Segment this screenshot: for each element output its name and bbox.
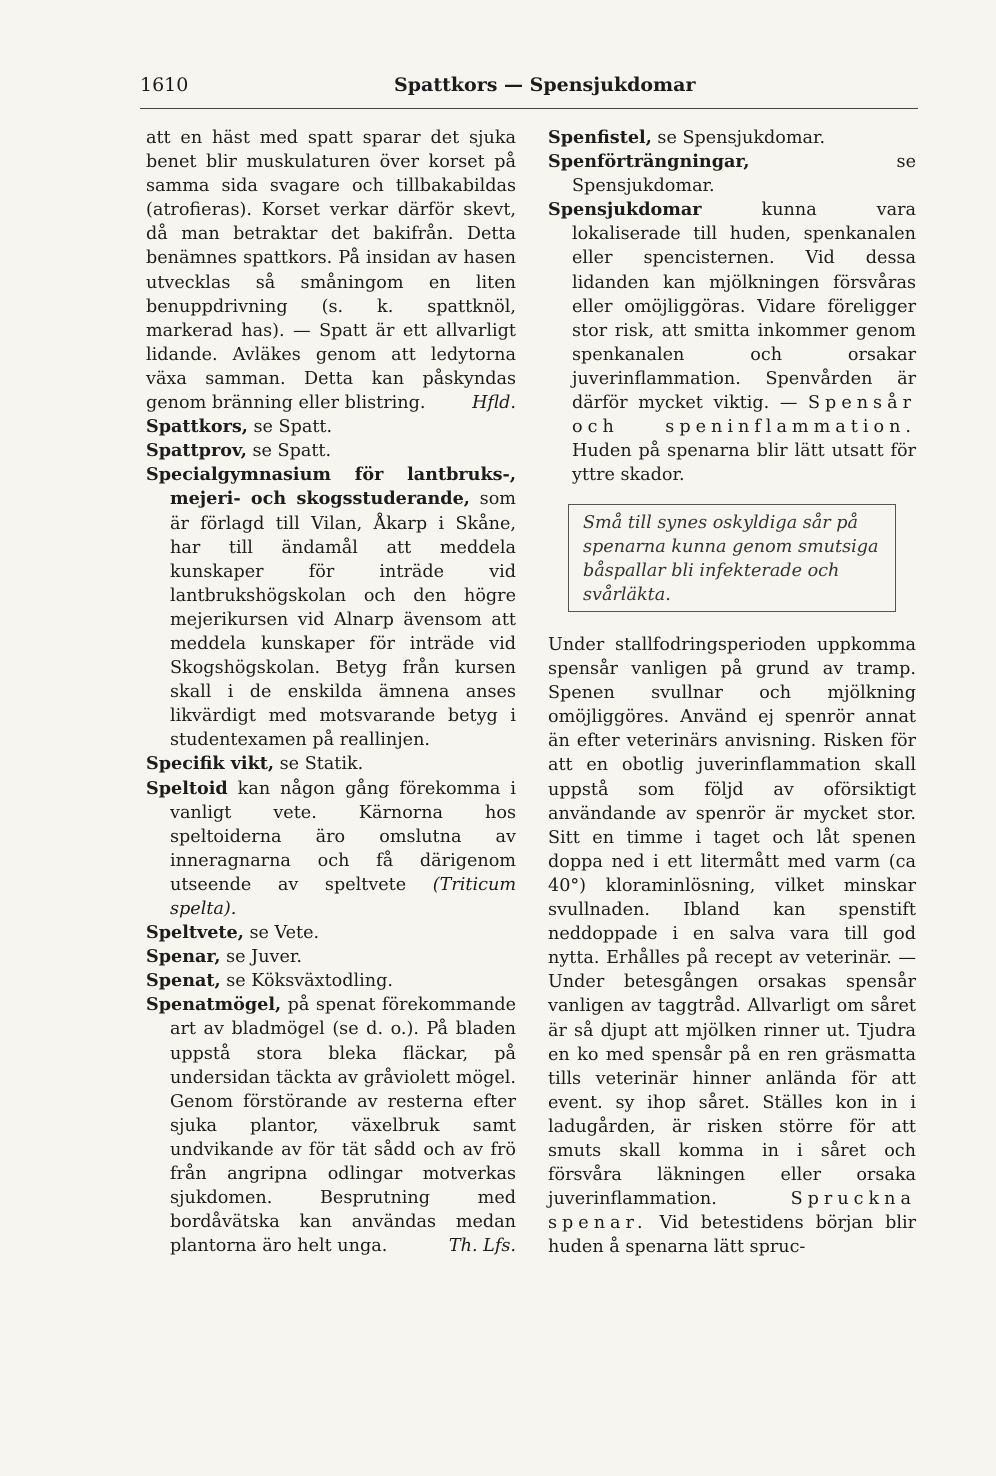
image-caption: Små till synes oskyldiga sår på spenarna kunna genom smutsiga båspallar bli infekterade och svårläkta.	[583, 513, 879, 605]
entry-headword: Specifik vikt,	[146, 753, 275, 775]
entry-headword: Spenförträngningar,	[548, 151, 750, 173]
entry-spenfistel: Spenfistel, se Spensjukdomar.	[548, 127, 826, 148]
signature: Th. Lfs.	[448, 1236, 516, 1257]
entry-headword: Spenar,	[146, 946, 221, 968]
page-number: 1610	[140, 74, 189, 96]
entry-specifik-vikt: Specifik vikt, se Statik.	[146, 753, 364, 775]
left-column	[146, 126, 516, 1258]
entry-spensjukdomar: Spensjukdomar kunna vara lokaliserade till huden, spenkanalen eller spencisternen. Vid dessa lidanden kan mjölkningen försvåras eller omöjliggöras. Vidare föreligger stor risk, att smitta inkommer genom spenkanalen och orsakar juverinflammation. Spenvården är därför mycket viktig. — Spensår och speninflammation. Huden på spenarna blir lätt utsatt för yttre skador.	[548, 199, 916, 486]
entry-headword: Spattprov,	[146, 440, 247, 462]
right-column-lower	[548, 633, 916, 1259]
entry-headword: Spenat,	[146, 970, 221, 992]
right-column	[548, 126, 916, 487]
entry-spattprov: Spattprov, se Spatt.	[146, 440, 332, 462]
entry-headword: Spenfistel,	[548, 127, 652, 148]
entry-headword: Spattkors,	[146, 416, 248, 438]
entry-headword: Spensjukdomar	[548, 199, 702, 221]
entry-headword: Speltvete,	[146, 922, 244, 944]
signature: Hfld.	[472, 393, 516, 414]
entry-speltoid: Speltoid kan någon gång förekomma i vanligt vete. Kärnorna hos speltoiderna äro omslutna av inneragnarna och få därigenom utseende av speltvete (Triticum spelta).	[146, 777, 516, 919]
entry-headword: Speltoid	[146, 777, 228, 799]
entry-speltvete: Speltvete, se Vete.	[146, 922, 320, 944]
entry-headword: Specialgymnasium för lantbruks-, mejeri- och skogsstuderande,	[146, 464, 516, 510]
entry-spenar: Spenar, se Juver.	[146, 946, 302, 968]
image-caption-box	[568, 504, 896, 612]
page-header	[140, 70, 918, 102]
spaced-subheading: Spensår och speninflammation.	[572, 393, 916, 438]
entry-headword: Spenatmögel,	[146, 994, 282, 1016]
header-rule	[140, 108, 918, 109]
entry-spenforträngningar: Spenförträngningar, se Spensjukdomar.	[548, 151, 916, 197]
entry-spenat: Spenat, se Köksväxtodling.	[146, 970, 393, 992]
running-head: Spattkors — Spensjukdomar	[394, 74, 696, 96]
entry-spenatmogel: Spenatmögel, på spenat förekommande art av bladmögel (se d. o.). På bladen uppstå stora bleka fläckar, på undersidan täckta av gråviolett mögel. Genom förstörande av resterna efter sjuka plantor, växelbruk samt undvikande av för tät sådd och av frö från angripna odlingar motverkas sjukdomen. Besprutning med bordåvätska kan användas medan plantorna äro helt unga. Th. Lfs.	[146, 993, 516, 1258]
entry-spattkors: Spattkors, se Spatt.	[146, 416, 333, 438]
entry-spensar-text: Under stallfodringsperioden uppkomma spensår vanligen på grund av tramp. Spenen svullnar och mjölkning omöjliggöres. Använd ej spenrör annat än efter veterinärs anvisning. Risken för att en obotlig juverinflammation skall uppstå som följd av oförsiktigt användande av spenrör är mycket stor. Sitt en timme i taget och låt spenen doppa ned i ett litermått med varm (ca 40°) kloraminlösning, vilket minskar svullnaden. Ibland kan spenstift neddoppade i en salva vara till god nytta. Erhålles på recept av veterinär. — Under betesgången orsakas spensår vanligen av taggtråd. Allvarligt om såret är så djupt att mjölken rinner ut. Tjudra en ko med spensår på en ren gräsmatta tills veterinär hinner anlända för att event. sy ihop såret. Ställes kon in i ladugården, är risken större för att smuts skall komma in i såret och försvåra läkningen eller orsaka juverinflammation. Spruckna spenar. Vid betestidens början blir huden å spenarna lätt spruc-	[548, 635, 916, 1258]
entry-spatt-continuation: att en häst med spatt sparar det sjuka benet blir muskulaturen över korset på samma sida svagare och tillbakabildas (atrofieras). Korset verkar därför skevt, då man betraktar det bakifrån. Detta benämnes spattkors. På insidan av hasen utvecklas så småningom en liten benuppdrivning (s. k. spattknöl, markerad has). — Spatt är ett allvarligt lidande. Avläkes genom att ledytorna växa samman. Detta kan påskyndas genom bränning eller blistring. Hfld.	[146, 126, 516, 415]
spaced-subheading: Spruckna spenar.	[548, 1189, 916, 1234]
entry-specialgymnasium: Specialgymnasium för lantbruks-, mejeri- och skogsstuderande, som är förlagd till Vilan, Åkarp i Skåne, har till ändamål att meddela kunskaper för inträde vid lantbrukshögskolan och den högre mejerikursen vid Alnarp ävensom att meddela kunskaper för inträde vid Skogshögskolan. Betyg från kursen skall i de enskilda ämnena anses likvärdigt med motsvarande betyg i studentexamen på reallinjen.	[146, 464, 516, 751]
